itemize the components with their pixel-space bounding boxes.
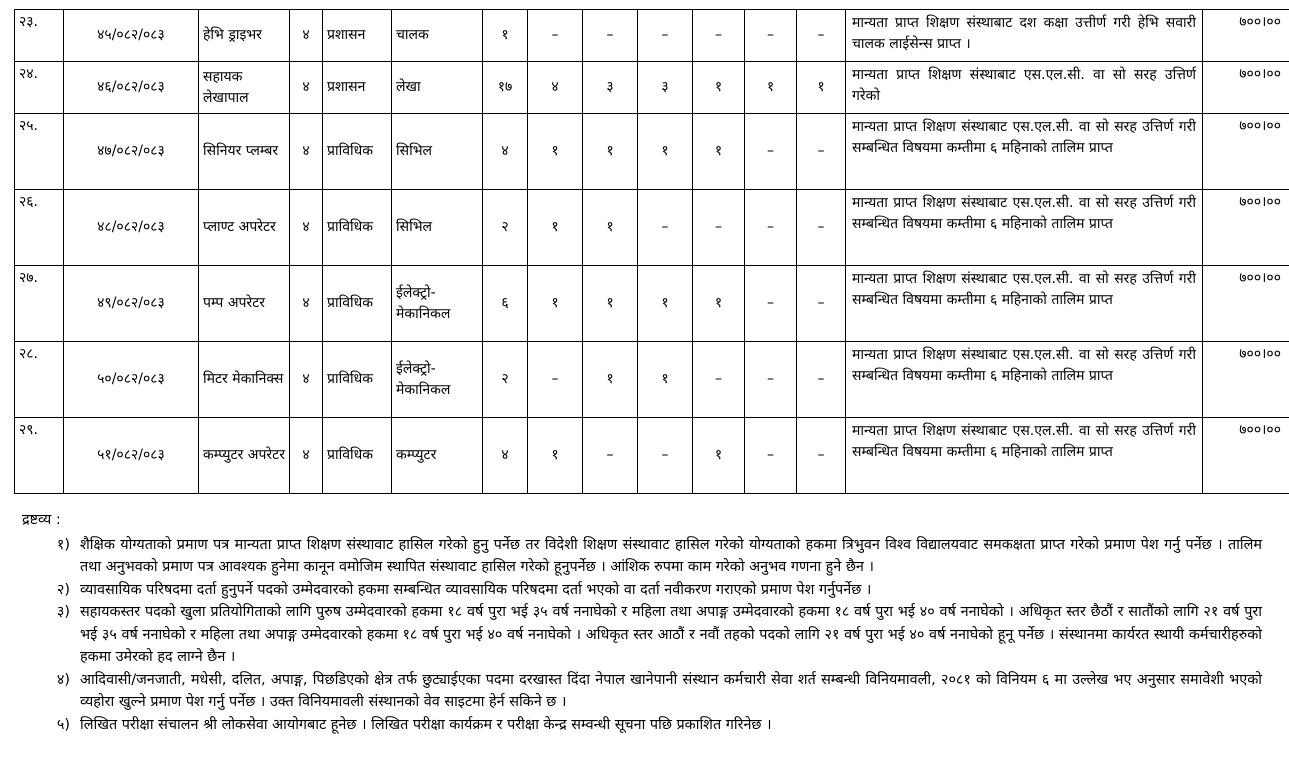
note-number: ४) <box>56 671 70 688</box>
quota-3-cell: १ <box>638 266 693 342</box>
quota-5-cell: १ <box>745 62 797 114</box>
quota-3-cell: ३ <box>638 62 693 114</box>
note-item <box>22 534 1262 579</box>
post-name-cell: प्लाण्ट अपरेटर <box>199 190 290 266</box>
quota-4-cell: १ <box>693 266 745 342</box>
serial-number-cell: २५. <box>15 114 64 190</box>
quota-5-cell: – <box>745 10 797 62</box>
post-name-cell: मिटर मेकानिक्स <box>199 342 290 418</box>
advertisement-code-cell: ५०/०८२/०८३ <box>64 342 199 418</box>
group-cell: चालक <box>392 10 483 62</box>
quota-1-cell: १ <box>528 114 583 190</box>
advertisement-code-cell: ५१/०८२/०८३ <box>64 418 199 494</box>
post-name-cell: सिनियर प्लम्बर <box>199 114 290 190</box>
qualification-cell: मान्यता प्राप्त शिक्षण संस्थाबाट एस.एल.सी. वा सो सरह उत्तिर्ण गरी सम्बन्धित विषयमा कम्तीमा ६ महिनाको तालिम प्राप्त <box>846 190 1203 266</box>
quota-1-cell: – <box>528 342 583 418</box>
total-posts-cell: ४ <box>483 114 528 190</box>
quota-5-cell: – <box>745 266 797 342</box>
table-row <box>15 10 1289 62</box>
quota-4-cell: – <box>693 10 745 62</box>
advertisement-code-cell: ४७/०८२/०८३ <box>64 114 199 190</box>
quota-1-cell: १ <box>528 418 583 494</box>
application-fee-cell: ७००।०० <box>1203 114 1289 190</box>
post-name-cell: कम्प्युटर अपरेटर <box>199 418 290 494</box>
note-text: आदिवासी/जनजाती, मधेसी, दलित, अपाङ्ग, पिछडिएको क्षेत्र तर्फ छुट्याईएका पदमा दरखास्त दिंदा नेपाल खानेपानी संस्थान कर्मचारी सेवा शर्त सम्बन्धी विनियमावली, २०८१ को विनियम ६ मा उल्लेख भए अनुसार समावेशी भएको व्यहोरा खुल्ने प्रमाण पेश गर्नु पर्नेछ । उक्त विनियमावली संस्थानको वेव साइटमा हेर्न सकिने छ । <box>80 671 1262 710</box>
total-posts-cell: ६ <box>483 266 528 342</box>
group-cell: सिभिल <box>392 114 483 190</box>
table-row <box>15 114 1289 190</box>
service-cell: प्राविधिक <box>323 190 392 266</box>
quota-6-cell: – <box>797 342 846 418</box>
quota-6-cell: १ <box>797 62 846 114</box>
total-posts-cell: २ <box>483 342 528 418</box>
quota-3-cell: – <box>638 10 693 62</box>
notes-section <box>22 509 1262 736</box>
qualification-cell: मान्यता प्राप्त शिक्षण संस्थाबाट एस.एल.सी. वा सो सरह उत्तिर्ण गरी सम्बन्धित विषयमा कम्तीमा ६ महिनाको तालिम प्राप्त <box>846 342 1203 418</box>
service-cell: प्राविधिक <box>323 418 392 494</box>
quota-1-cell: – <box>528 10 583 62</box>
quota-4-cell: – <box>693 342 745 418</box>
service-cell: प्राविधिक <box>323 342 392 418</box>
post-name-cell: हेभि ड्राइभर <box>199 10 290 62</box>
qualification-cell: मान्यता प्राप्त शिक्षण संस्थाबाट एस.एल.सी. वा सो सरह उत्तिर्ण गरी सम्बन्धित विषयमा कम्तीमा ६ महिनाको तालिम प्राप्त <box>846 418 1203 494</box>
group-cell: लेखा <box>392 62 483 114</box>
note-item <box>22 669 1262 714</box>
total-posts-cell: ४ <box>483 418 528 494</box>
serial-number-cell: २४. <box>15 62 64 114</box>
application-fee-cell: ७००।०० <box>1203 10 1289 62</box>
note-text: व्यावसायिक परिषदमा दर्ता हुनुपर्ने पदको उम्मेदवारको हकमा सम्बन्धित व्यावसायिक परिषदमा दर्ता भएको वा दर्ता नवीकरण गराएको प्रमाण पेश गर्नुपर्नेछ । <box>80 581 872 598</box>
application-fee-cell: ७००।०० <box>1203 266 1289 342</box>
vacancy-table <box>14 9 1289 494</box>
advertisement-code-cell: ४८/०८२/०८३ <box>64 190 199 266</box>
quota-5-cell: – <box>745 342 797 418</box>
quota-2-cell: १ <box>583 114 638 190</box>
quota-1-cell: १ <box>528 266 583 342</box>
group-cell: कम्प्युटर <box>392 418 483 494</box>
note-number: १) <box>56 536 70 553</box>
quota-3-cell: – <box>638 418 693 494</box>
total-posts-cell: २ <box>483 190 528 266</box>
service-cell: प्रशासन <box>323 62 392 114</box>
qualification-cell: मान्यता प्राप्त शिक्षण संस्थाबाट एस.एल.सी. वा सो सरह उत्तिर्ण गरेको <box>846 62 1203 114</box>
quota-5-cell: – <box>745 190 797 266</box>
application-fee-cell: ७००।०० <box>1203 418 1289 494</box>
quota-2-cell: १ <box>583 266 638 342</box>
note-text: शैक्षिक योग्यताको प्रमाण पत्र मान्यता प्राप्त शिक्षण संस्थावाट हासिल गरेको हुनु पर्नेछ तर विदेशी शिक्षण संस्थावाट हासिल गरेको योग्यताको हकमा त्रिभुवन विश्व विद्यालयवाट समकक्षता प्राप्त गरेको प्रमाण पेश गर्नु पर्नेछ । तालिम तथा अनुभवको प्रमाण पत्र आवश्यक हुनेमा कानून वमोजिम स्थापित संस्थावाट हासिल गरेको हूनुपर्नेछ । आंशिक रुपमा काम गरेको अनुभव गणना हुने छैन । <box>80 536 1262 575</box>
level-cell: ४ <box>290 62 323 114</box>
quota-3-cell: – <box>638 190 693 266</box>
advertisement-code-cell: ४६/०८२/०८३ <box>64 62 199 114</box>
quota-4-cell: – <box>693 190 745 266</box>
application-fee-cell: ७००।०० <box>1203 342 1289 418</box>
note-number: ३) <box>56 604 70 620</box>
quota-4-cell: १ <box>693 418 745 494</box>
note-number: ५) <box>56 716 70 733</box>
group-cell: ईलेक्ट्रो-मेकानिकल <box>392 266 483 342</box>
quota-5-cell: – <box>745 418 797 494</box>
serial-number-cell: २८. <box>15 342 64 418</box>
note-item <box>22 601 1262 669</box>
note-item <box>22 714 1262 737</box>
level-cell: ४ <box>290 342 323 418</box>
serial-number-cell: २६. <box>15 190 64 266</box>
note-text: सहायकस्तर पदको खुला प्रतियोगिताको लागि पुरुष उम्मेदवारको हकमा १८ वर्ष पुरा भई ३५ वर्ष ननाघेको र महिला तथा अपाङ्ग उम्मेदवारको हकमा १८ वर्ष पुरा भई ४० वर्ष ननाघेको । अधिकृत स्तर छैठौं र सातौंको लागि २१ वर्ष पुरा भई ३५ वर्ष ननाघेको र महिला तथा अपाङ्ग उम्मेदवारको हकमा १८ वर्ष पुरा भई ४० वर्ष ननाघेको । अधिकृत स्तर आठौं र नवौं तहको पदको लागि २१ वर्ष पुरा भई ४० वर्ष ननाघेको हूनू पर्नेछ । संस्थानमा कार्यरत स्थायी कर्मचारीहरुको हकमा उमेरको हद लाग्ने छैन । <box>80 604 1262 665</box>
table-row <box>15 342 1289 418</box>
level-cell: ४ <box>290 10 323 62</box>
total-posts-cell: १ <box>483 10 528 62</box>
quota-2-cell: ३ <box>583 62 638 114</box>
serial-number-cell: २३. <box>15 10 64 62</box>
table-row <box>15 266 1289 342</box>
notes-heading: द्रष्टव्य : <box>22 512 61 528</box>
qualification-cell: मान्यता प्राप्त शिक्षण संस्थाबाट एस.एल.सी. वा सो सरह उत्तिर्ण गरी सम्बन्धित विषयमा कम्तीमा ६ महिनाको तालिम प्राप्त <box>846 114 1203 190</box>
total-posts-cell: १७ <box>483 62 528 114</box>
quota-1-cell: ४ <box>528 62 583 114</box>
serial-number-cell: २९. <box>15 418 64 494</box>
application-fee-cell: ७००।०० <box>1203 62 1289 114</box>
qualification-cell: मान्यता प्राप्त शिक्षण संस्थाबाट दश कक्षा उत्तीर्ण गरी हेभि सवारी चालक लाईसेन्स प्राप्त । <box>846 10 1203 62</box>
service-cell: प्राविधिक <box>323 266 392 342</box>
quota-6-cell: – <box>797 10 846 62</box>
note-item <box>22 579 1262 602</box>
quota-2-cell: – <box>583 10 638 62</box>
quota-5-cell: – <box>745 114 797 190</box>
advertisement-code-cell: ४९/०८२/०८३ <box>64 266 199 342</box>
service-cell: प्राविधिक <box>323 114 392 190</box>
qualification-cell: मान्यता प्राप्त शिक्षण संस्थाबाट एस.एल.सी. वा सो सरह उत्तिर्ण गरी सम्बन्धित विषयमा कम्तीमा ६ महिनाको तालिम प्राप्त <box>846 266 1203 342</box>
note-number: २) <box>56 581 70 598</box>
level-cell: ४ <box>290 114 323 190</box>
note-text: लिखित परीक्षा संचालन श्री लोकसेवा आयोगबाट हूनेछ । लिखित परीक्षा कार्यक्रम र परीक्षा केन्द्र सम्वन्धी सूचना पछि प्रकाशित गरिनेछ । <box>80 716 772 733</box>
quota-6-cell: – <box>797 418 846 494</box>
level-cell: ४ <box>290 418 323 494</box>
quota-3-cell: १ <box>638 342 693 418</box>
level-cell: ४ <box>290 190 323 266</box>
quota-2-cell: १ <box>583 190 638 266</box>
post-name-cell: सहायक लेखापाल <box>199 62 290 114</box>
advertisement-code-cell: ४५/०८२/०८३ <box>64 10 199 62</box>
group-cell: ईलेक्ट्रो-मेकानिकल <box>392 342 483 418</box>
quota-6-cell: – <box>797 190 846 266</box>
application-fee-cell: ७००।०० <box>1203 190 1289 266</box>
post-name-cell: पम्प अपरेटर <box>199 266 290 342</box>
group-cell: सिभिल <box>392 190 483 266</box>
quota-1-cell: १ <box>528 190 583 266</box>
table-row <box>15 418 1289 494</box>
quota-6-cell: – <box>797 114 846 190</box>
quota-4-cell: १ <box>693 62 745 114</box>
level-cell: ४ <box>290 266 323 342</box>
service-cell: प्रशासन <box>323 10 392 62</box>
quota-3-cell: १ <box>638 114 693 190</box>
serial-number-cell: २७. <box>15 266 64 342</box>
table-row <box>15 190 1289 266</box>
table-row <box>15 62 1289 114</box>
quota-4-cell: १ <box>693 114 745 190</box>
quota-6-cell: – <box>797 266 846 342</box>
quota-2-cell: – <box>583 418 638 494</box>
quota-2-cell: १ <box>583 342 638 418</box>
